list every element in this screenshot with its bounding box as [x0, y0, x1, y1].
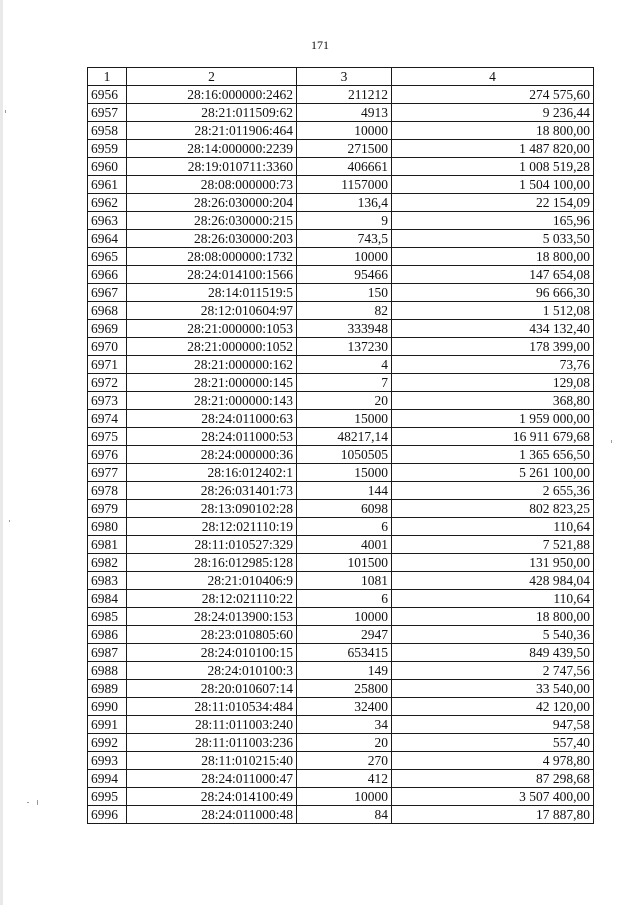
area-cell: 20 — [297, 734, 392, 752]
area-cell: 7 — [297, 374, 392, 392]
cadastral-number-cell: 28:11:010215:40 — [127, 752, 297, 770]
table-row — [88, 284, 594, 302]
row-number-cell: 6990 — [88, 698, 127, 716]
value-cell: 274 575,60 — [392, 86, 594, 104]
row-number-cell: 6985 — [88, 608, 127, 626]
cadastral-number-cell: 28:21:010406:9 — [127, 572, 297, 590]
cadastral-number-cell: 28:26:030000:203 — [127, 230, 297, 248]
value-cell: 42 120,00 — [392, 698, 594, 716]
cadastral-number-cell: 28:24:014100:49 — [127, 788, 297, 806]
row-number-cell: 6958 — [88, 122, 127, 140]
scan-speck — [9, 520, 10, 522]
area-cell: 25800 — [297, 680, 392, 698]
table-row — [88, 86, 594, 104]
row-number-cell: 6981 — [88, 536, 127, 554]
table-row — [88, 158, 594, 176]
cadastral-number-cell: 28:24:011000:63 — [127, 410, 297, 428]
area-cell: 743,5 — [297, 230, 392, 248]
value-cell: 368,80 — [392, 392, 594, 410]
value-cell: 802 823,25 — [392, 500, 594, 518]
row-number-cell: 6966 — [88, 266, 127, 284]
value-cell: 131 950,00 — [392, 554, 594, 572]
value-cell: 73,76 — [392, 356, 594, 374]
row-number-cell: 6988 — [88, 662, 127, 680]
value-cell: 1 504 100,00 — [392, 176, 594, 194]
table-row — [88, 302, 594, 320]
table-row — [88, 680, 594, 698]
row-number-cell: 6980 — [88, 518, 127, 536]
value-cell: 434 132,40 — [392, 320, 594, 338]
column-header-3: 3 — [297, 68, 392, 86]
area-cell: 4913 — [297, 104, 392, 122]
table-row — [88, 500, 594, 518]
table-header-row — [88, 68, 594, 86]
table-row — [88, 230, 594, 248]
cadastral-number-cell: 28:11:010527:329 — [127, 536, 297, 554]
cadastral-number-cell: 28:21:011906:464 — [127, 122, 297, 140]
area-cell: 1081 — [297, 572, 392, 590]
cadastral-number-cell: 28:24:011000:48 — [127, 806, 297, 824]
value-cell: 947,58 — [392, 716, 594, 734]
area-cell: 34 — [297, 716, 392, 734]
area-cell: 9 — [297, 212, 392, 230]
area-cell: 6098 — [297, 500, 392, 518]
cadastral-number-cell: 28:11:011003:236 — [127, 734, 297, 752]
area-cell: 10000 — [297, 608, 392, 626]
area-cell: 271500 — [297, 140, 392, 158]
table-row — [88, 608, 594, 626]
table-row — [88, 428, 594, 446]
table-row — [88, 446, 594, 464]
cadastral-number-cell: 28:08:000000:73 — [127, 176, 297, 194]
cadastral-number-cell: 28:20:010607:14 — [127, 680, 297, 698]
value-cell: 129,08 — [392, 374, 594, 392]
row-number-cell: 6982 — [88, 554, 127, 572]
area-cell: 15000 — [297, 410, 392, 428]
table-row — [88, 716, 594, 734]
value-cell: 96 666,30 — [392, 284, 594, 302]
area-cell: 412 — [297, 770, 392, 788]
cadastral-number-cell: 28:12:021110:19 — [127, 518, 297, 536]
cadastral-number-cell: 28:24:013900:153 — [127, 608, 297, 626]
table-row — [88, 338, 594, 356]
row-number-cell: 6964 — [88, 230, 127, 248]
column-header-2: 2 — [127, 68, 297, 86]
area-cell: 653415 — [297, 644, 392, 662]
row-number-cell: 6994 — [88, 770, 127, 788]
cadastral-number-cell: 28:16:012402:1 — [127, 464, 297, 482]
cadastral-number-cell: 28:24:011000:47 — [127, 770, 297, 788]
row-number-cell: 6984 — [88, 590, 127, 608]
value-cell: 178 399,00 — [392, 338, 594, 356]
cadastral-number-cell: 28:16:012985:128 — [127, 554, 297, 572]
area-cell: 6 — [297, 518, 392, 536]
value-cell: 18 800,00 — [392, 122, 594, 140]
table-row — [88, 212, 594, 230]
area-cell: 1157000 — [297, 176, 392, 194]
value-cell: 110,64 — [392, 518, 594, 536]
table-row — [88, 662, 594, 680]
row-number-cell: 6975 — [88, 428, 127, 446]
table-row — [88, 572, 594, 590]
table-row — [88, 248, 594, 266]
scan-speck — [27, 802, 29, 803]
table-row — [88, 536, 594, 554]
cadastral-number-cell: 28:19:010711:3360 — [127, 158, 297, 176]
cadastral-number-cell: 28:21:000000:145 — [127, 374, 297, 392]
cadastral-number-cell: 28:14:011519:5 — [127, 284, 297, 302]
area-cell: 82 — [297, 302, 392, 320]
cadastral-number-cell: 28:24:011000:53 — [127, 428, 297, 446]
value-cell: 110,64 — [392, 590, 594, 608]
area-cell: 15000 — [297, 464, 392, 482]
value-cell: 5 540,36 — [392, 626, 594, 644]
row-number-cell: 6979 — [88, 500, 127, 518]
area-cell: 1050505 — [297, 446, 392, 464]
scan-speck — [611, 440, 612, 443]
row-number-cell: 6967 — [88, 284, 127, 302]
area-cell: 333948 — [297, 320, 392, 338]
area-cell: 2947 — [297, 626, 392, 644]
cadastral-number-cell: 28:24:014100:1566 — [127, 266, 297, 284]
cadastral-number-cell: 28:21:011509:62 — [127, 104, 297, 122]
area-cell: 149 — [297, 662, 392, 680]
table-row — [88, 464, 594, 482]
value-cell: 5 033,50 — [392, 230, 594, 248]
cadastral-number-cell: 28:26:031401:73 — [127, 482, 297, 500]
table-body — [88, 86, 594, 824]
value-cell: 557,40 — [392, 734, 594, 752]
row-number-cell: 6976 — [88, 446, 127, 464]
table-row — [88, 482, 594, 500]
row-number-cell: 6977 — [88, 464, 127, 482]
cadastral-number-cell: 28:08:000000:1732 — [127, 248, 297, 266]
column-header-1: 1 — [88, 68, 127, 86]
table-row — [88, 770, 594, 788]
cadastral-number-cell: 28:24:010100:15 — [127, 644, 297, 662]
row-number-cell: 6987 — [88, 644, 127, 662]
column-header-4: 4 — [392, 68, 594, 86]
area-cell: 4001 — [297, 536, 392, 554]
row-number-cell: 6962 — [88, 194, 127, 212]
row-number-cell: 6957 — [88, 104, 127, 122]
cadastral-number-cell: 28:21:000000:162 — [127, 356, 297, 374]
table-row — [88, 752, 594, 770]
cadastral-number-cell: 28:12:021110:22 — [127, 590, 297, 608]
table-row — [88, 788, 594, 806]
scan-left-edge — [0, 0, 3, 905]
cadastral-number-cell: 28:14:000000:2239 — [127, 140, 297, 158]
row-number-cell: 6991 — [88, 716, 127, 734]
row-number-cell: 6963 — [88, 212, 127, 230]
cadastral-number-cell: 28:21:000000:1052 — [127, 338, 297, 356]
table-row — [88, 194, 594, 212]
area-cell: 10000 — [297, 248, 392, 266]
scan-speck — [37, 800, 38, 805]
cadastral-number-cell: 28:21:000000:1053 — [127, 320, 297, 338]
table-row — [88, 698, 594, 716]
table-row — [88, 626, 594, 644]
table-row — [88, 554, 594, 572]
value-cell: 2 747,56 — [392, 662, 594, 680]
row-number-cell: 6995 — [88, 788, 127, 806]
row-number-cell: 6986 — [88, 626, 127, 644]
value-cell: 22 154,09 — [392, 194, 594, 212]
value-cell: 4 978,80 — [392, 752, 594, 770]
row-number-cell: 6983 — [88, 572, 127, 590]
value-cell: 7 521,88 — [392, 536, 594, 554]
cadastral-number-cell: 28:24:010100:3 — [127, 662, 297, 680]
table-row — [88, 356, 594, 374]
area-cell: 20 — [297, 392, 392, 410]
area-cell: 406661 — [297, 158, 392, 176]
table-row — [88, 410, 594, 428]
area-cell: 6 — [297, 590, 392, 608]
value-cell: 18 800,00 — [392, 248, 594, 266]
cadastral-number-cell: 28:12:010604:97 — [127, 302, 297, 320]
scan-speck — [5, 110, 6, 113]
value-cell: 9 236,44 — [392, 104, 594, 122]
value-cell: 33 540,00 — [392, 680, 594, 698]
area-cell: 144 — [297, 482, 392, 500]
value-cell: 1 365 656,50 — [392, 446, 594, 464]
table-row — [88, 140, 594, 158]
cadastral-number-cell: 28:11:011003:240 — [127, 716, 297, 734]
table-row — [88, 734, 594, 752]
cadastral-number-cell: 28:16:000000:2462 — [127, 86, 297, 104]
value-cell: 1 959 000,00 — [392, 410, 594, 428]
cadastral-number-cell: 28:23:010805:60 — [127, 626, 297, 644]
row-number-cell: 6961 — [88, 176, 127, 194]
table-row — [88, 266, 594, 284]
table-row — [88, 590, 594, 608]
row-number-cell: 6996 — [88, 806, 127, 824]
value-cell: 165,96 — [392, 212, 594, 230]
row-number-cell: 6993 — [88, 752, 127, 770]
value-cell: 5 261 100,00 — [392, 464, 594, 482]
area-cell: 211212 — [297, 86, 392, 104]
area-cell: 136,4 — [297, 194, 392, 212]
table-row — [88, 176, 594, 194]
value-cell: 849 439,50 — [392, 644, 594, 662]
cadastral-number-cell: 28:24:000000:36 — [127, 446, 297, 464]
row-number-cell: 6969 — [88, 320, 127, 338]
row-number-cell: 6992 — [88, 734, 127, 752]
value-cell: 3 507 400,00 — [392, 788, 594, 806]
value-cell: 17 887,80 — [392, 806, 594, 824]
area-cell: 10000 — [297, 788, 392, 806]
value-cell: 1 008 519,28 — [392, 158, 594, 176]
value-cell: 18 800,00 — [392, 608, 594, 626]
value-cell: 1 487 820,00 — [392, 140, 594, 158]
value-cell: 428 984,04 — [392, 572, 594, 590]
row-number-cell: 6970 — [88, 338, 127, 356]
row-number-cell: 6956 — [88, 86, 127, 104]
table-row — [88, 104, 594, 122]
area-cell: 137230 — [297, 338, 392, 356]
table-row — [88, 806, 594, 824]
table-row — [88, 644, 594, 662]
row-number-cell: 6978 — [88, 482, 127, 500]
area-cell: 10000 — [297, 122, 392, 140]
cadastral-number-cell: 28:21:000000:143 — [127, 392, 297, 410]
row-number-cell: 6965 — [88, 248, 127, 266]
cadastral-table — [87, 67, 594, 824]
row-number-cell: 6968 — [88, 302, 127, 320]
area-cell: 4 — [297, 356, 392, 374]
value-cell: 1 512,08 — [392, 302, 594, 320]
row-number-cell: 6959 — [88, 140, 127, 158]
cadastral-number-cell: 28:26:030000:204 — [127, 194, 297, 212]
table-row — [88, 122, 594, 140]
row-number-cell: 6972 — [88, 374, 127, 392]
row-number-cell: 6960 — [88, 158, 127, 176]
table-row — [88, 374, 594, 392]
value-cell: 87 298,68 — [392, 770, 594, 788]
page-number: 171 — [311, 38, 329, 52]
value-cell: 16 911 679,68 — [392, 428, 594, 446]
table-row — [88, 518, 594, 536]
row-number-cell: 6974 — [88, 410, 127, 428]
value-cell: 147 654,08 — [392, 266, 594, 284]
area-cell: 101500 — [297, 554, 392, 572]
area-cell: 84 — [297, 806, 392, 824]
cadastral-number-cell: 28:26:030000:215 — [127, 212, 297, 230]
table-row — [88, 320, 594, 338]
row-number-cell: 6989 — [88, 680, 127, 698]
area-cell: 150 — [297, 284, 392, 302]
area-cell: 48217,14 — [297, 428, 392, 446]
row-number-cell: 6973 — [88, 392, 127, 410]
cadastral-number-cell: 28:13:090102:28 — [127, 500, 297, 518]
row-number-cell: 6971 — [88, 356, 127, 374]
area-cell: 32400 — [297, 698, 392, 716]
area-cell: 270 — [297, 752, 392, 770]
value-cell: 2 655,36 — [392, 482, 594, 500]
area-cell: 95466 — [297, 266, 392, 284]
cadastral-number-cell: 28:11:010534:484 — [127, 698, 297, 716]
table-row — [88, 392, 594, 410]
